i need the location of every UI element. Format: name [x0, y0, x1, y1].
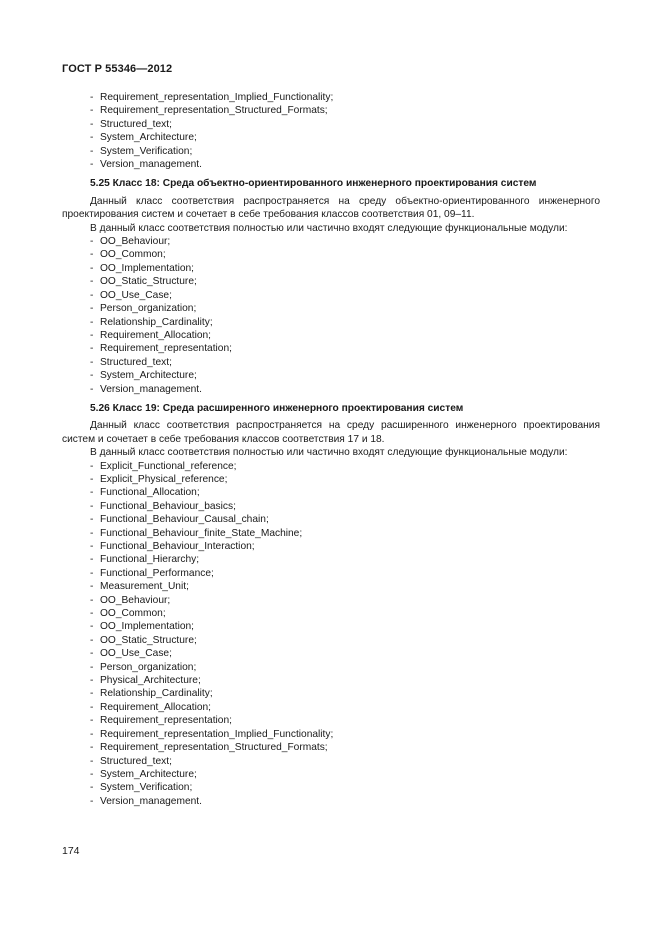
list-item: - Explicit_Functional_reference; — [62, 460, 600, 473]
list-item: - System_Verification; — [62, 781, 600, 794]
list-item: - Relationship_Cardinality; — [62, 316, 600, 329]
list-item: - OO_Behaviour; — [62, 594, 600, 607]
list-item: - System_Architecture; — [62, 768, 600, 781]
list-item: - Version_management. — [62, 158, 600, 171]
list-item: - Requirement_representation_Implied_Functionality; — [62, 728, 600, 741]
section-5-25-title: 5.25 Класс 18: Среда объектно-ориентированного инженерного проектирования систем — [90, 178, 537, 190]
list-item: - Requirement_representation_Implied_Functionality; — [62, 91, 600, 104]
list-item: - OO_Use_Case; — [62, 647, 600, 660]
list-item: - Functional_Behaviour_finite_State_Machine; — [62, 527, 600, 540]
section-5-26-title: 5.26 Класс 19: Среда расширенного инженерного проектирования систем — [90, 402, 464, 414]
list-item: - Functional_Behaviour_Interaction; — [62, 540, 600, 553]
list-item: - Functional_Hierarchy; — [62, 553, 600, 566]
list-item: - Functional_Performance; — [62, 567, 600, 580]
list-item: - System_Architecture; — [62, 131, 600, 144]
list-item: - System_Architecture; — [62, 369, 600, 382]
section-5-25-paragraph-2: В данный класс соответствия полностью или частично входят следующие функциональные модули: — [90, 222, 568, 234]
list-item: - Structured_text; — [62, 118, 600, 131]
list-item: - Functional_Allocation; — [62, 486, 600, 499]
list-item: - Person_organization; — [62, 302, 600, 315]
list-item: - OO_Implementation; — [62, 262, 600, 275]
section-5-25-module-list — [62, 235, 600, 396]
list-item: - System_Verification; — [62, 145, 600, 158]
list-item: - OO_Static_Structure; — [62, 634, 600, 647]
section-5-26-paragraph-1: Данный класс соответствия распространяется на среду расширенного инженерного проектирования систем и сочетает в себе требования классов соответствия 17 и 18. — [62, 420, 600, 445]
document-body — [62, 91, 600, 808]
page-number: 174 — [62, 845, 80, 857]
list-item: - Requirement_representation; — [62, 342, 600, 355]
list-item: - OO_Use_Case; — [62, 289, 600, 302]
list-item: - Relationship_Cardinality; — [62, 687, 600, 700]
list-item: - Requirement_representation; — [62, 714, 600, 727]
list-item: - OO_Implementation; — [62, 620, 600, 633]
list-item: - Functional_Behaviour_Causal_chain; — [62, 513, 600, 526]
list-item: - Version_management. — [62, 795, 600, 808]
list-item: - Functional_Behaviour_basics; — [62, 500, 600, 513]
list-item: - Physical_Architecture; — [62, 674, 600, 687]
list-item: - Requirement_representation_Structured_Formats; — [62, 741, 600, 754]
list-item: - OO_Common; — [62, 248, 600, 261]
list-item: - OO_Common; — [62, 607, 600, 620]
section-5-25-paragraph-1: Данный класс соответствия распространяется на среду объектно-ориентированного инженерного проектирования систем и сочетает в себе требования классов соответствия 01, 09–11. — [62, 195, 600, 221]
list-item: - OO_Static_Structure; — [62, 275, 600, 288]
section-5-26-paragraph-2: В данный класс соответствия полностью или частично входят следующие функциональные модули: — [90, 447, 568, 459]
list-item: - Version_management. — [62, 383, 600, 396]
intro-module-list — [62, 91, 600, 171]
list-item: - Requirement_representation_Structured_Formats; — [62, 104, 600, 117]
list-item: - Person_organization; — [62, 661, 600, 674]
list-item: - Structured_text; — [62, 755, 600, 768]
list-item: - Requirement_Allocation; — [62, 329, 600, 342]
list-item: - Explicit_Physical_reference; — [62, 473, 600, 486]
document-header: ГОСТ Р 55346—2012 — [62, 63, 173, 75]
list-item: - Measurement_Unit; — [62, 580, 600, 593]
list-item: - Structured_text; — [62, 356, 600, 369]
list-item: - Requirement_Allocation; — [62, 701, 600, 714]
section-5-26-module-list — [62, 460, 600, 809]
list-item: - OO_Behaviour; — [62, 235, 600, 248]
